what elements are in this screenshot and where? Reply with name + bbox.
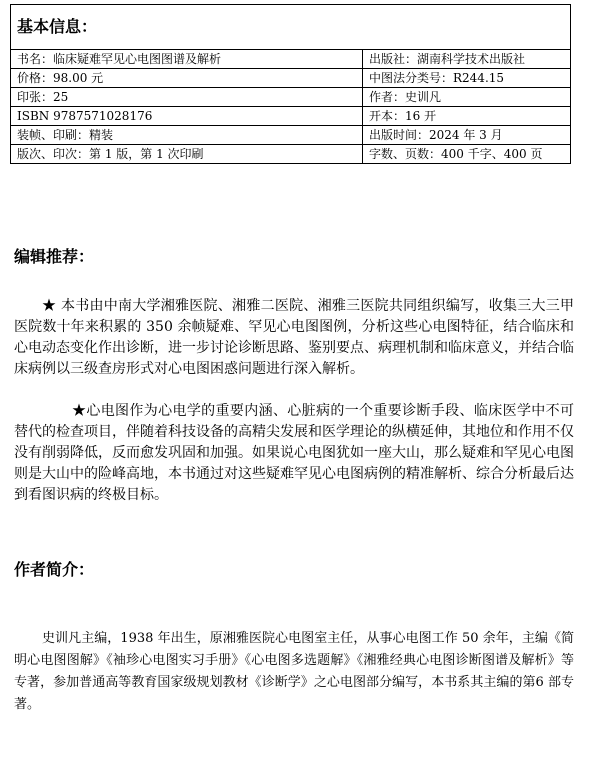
table-row (11, 107, 571, 126)
table-row (11, 145, 571, 164)
author-paragraph: 史训凡主编，1938 年出生，原湘雅医院心电图室主任，从事心电图工作 50 余年，主编《简明心电图图解》《袖珍心电图实习手册》《心电图多选题解》《湘雅经典心电图诊断图谱及解析》等专著，参加普通高等教育国家级规划教材《诊断学》之心电图部分编写，本书系其主编的第6 部专著。 (14, 631, 574, 712)
format-cell: 开本：16 开 (363, 107, 571, 126)
publisher-cell: 出版社：湖南科学技术出版社 (363, 50, 571, 69)
word-page-count-cell: 字数、页数：400 千字、400 页 (363, 145, 571, 164)
basic-info-header-cell (11, 5, 571, 50)
book-title-cell: 书名：临床疑难罕见心电图图谱及解析 (11, 50, 363, 69)
basic-info-table (10, 4, 571, 164)
sheets-cell: 印张：25 (11, 88, 363, 107)
basic-info-heading: 基本信息： (17, 16, 98, 36)
table-row (11, 50, 571, 69)
author-cell: 作者：史训凡 (363, 88, 571, 107)
recommendation-heading: 编辑推荐： (14, 247, 95, 266)
table-row (11, 126, 571, 145)
isbn-cell: ISBN 9787571028176 (11, 107, 363, 126)
price-cell: 价格：98.00 元 (11, 69, 363, 88)
basic-info-header-row (11, 5, 571, 50)
recommendation-paragraph-1: ★ 本书由中南大学湘雅医院、湘雅二医院、湘雅三医院共同组织编写，收集三大三甲医院数十年来积累的 350 余帧疑难、罕见心电图图例，分析这些心电图特征，结合临床和心电动态变化作出诊断，进一步讨论诊断思路、鉴别要点、病理机制和临床意义，并结合临床病例以三级查房形式对心电图困惑问题进行深入解析。 (14, 298, 574, 377)
binding-cell: 装帧、印刷：精装 (11, 126, 363, 145)
table-row (11, 69, 571, 88)
edition-cell: 版次、印次：第 1 版，第 1 次印刷 (11, 145, 363, 164)
recommendation-paragraph-2: ★心电图作为心电学的重要内涵、心脏病的一个重要诊断手段、临床医学中不可替代的检查项目，伴随着科技设备的高精尖发展和医学理论的纵横延伸，其地位和作用不仅没有削弱降低，反而愈发巩固和加强。如果说心电图犹如一座大山，那么疑难和罕见心电图则是大山中的险峰高地，本书通过对这些疑难罕见心电图病例的精准解析、综合分析最后达到看图识病的终极目标。 (14, 403, 574, 503)
publish-date-cell: 出版时间：2024 年 3 月 (363, 126, 571, 145)
table-row (11, 88, 571, 107)
author-heading: 作者简介： (14, 560, 95, 579)
classification-cell: 中图法分类号：R244.15 (363, 69, 571, 88)
